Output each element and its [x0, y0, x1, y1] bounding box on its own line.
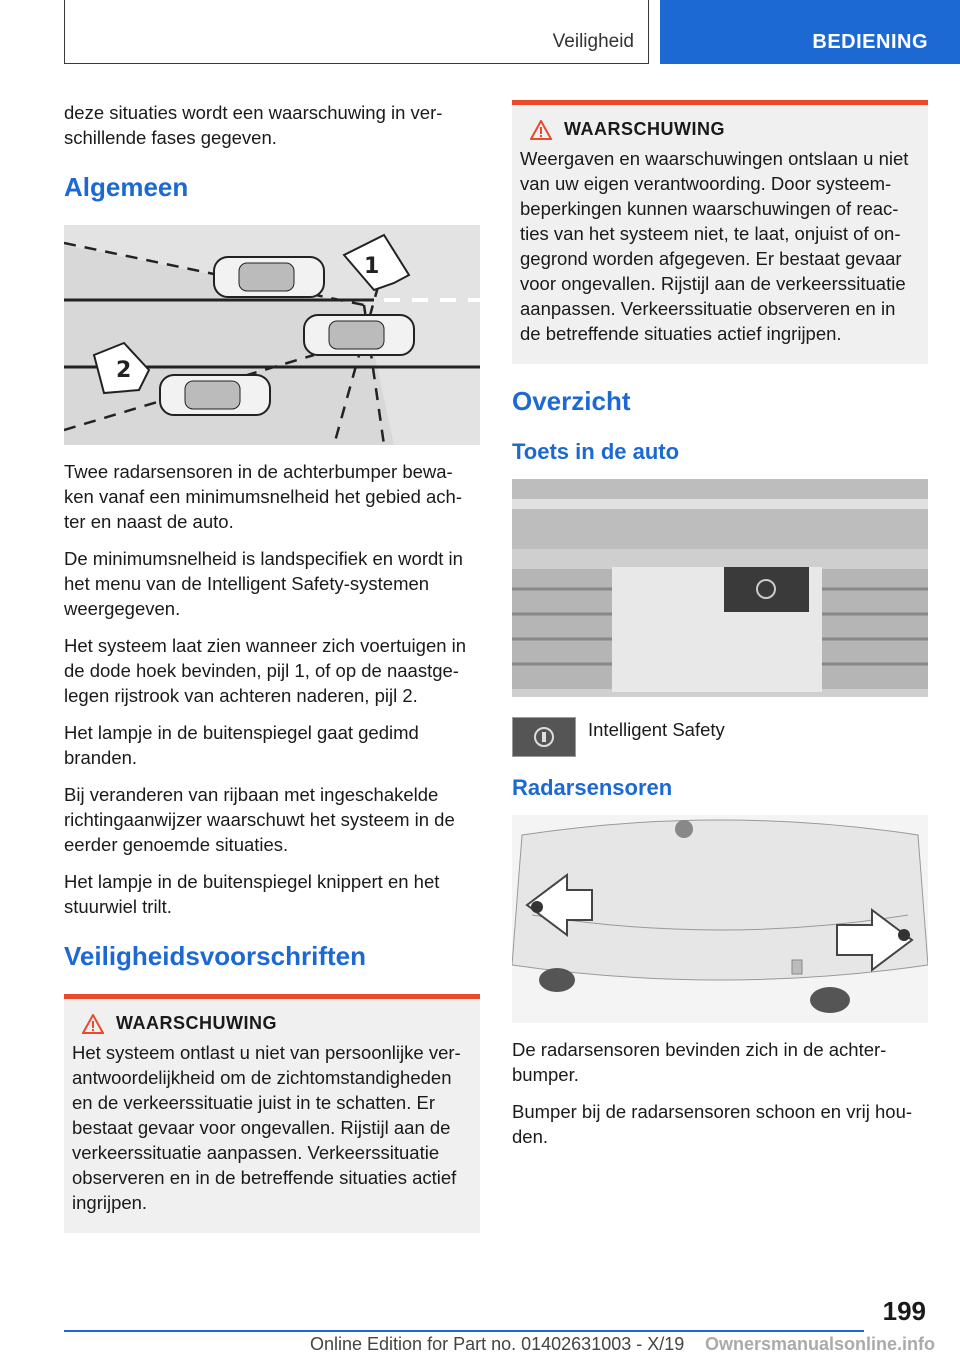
- paragraph-1: Twee radarsensoren in de achterbumper bewa-ken vanaf een minimumsnelheid het gebied ach-ter en naast de auto.: [64, 461, 462, 532]
- car-bottom: [160, 375, 270, 415]
- intelligent-safety-icon: [513, 718, 575, 756]
- road-illustration: [64, 225, 480, 445]
- heading-general: Algemeen: [64, 172, 189, 202]
- intro-text: deze situaties wordt een waarschuwing in ver-schillende fases gegeven.: [64, 102, 443, 148]
- arrow-2-label: 2: [116, 358, 132, 383]
- radar-paragraph-1: De radarsensoren bevinden zich in de achter-bumper.: [512, 1039, 887, 1085]
- footer-rule: [64, 1330, 864, 1332]
- heading-radar: Radarsensoren: [512, 775, 673, 800]
- button-label: Intelligent Safety: [588, 719, 725, 740]
- car-middle: [304, 315, 414, 355]
- warning-text: Het systeem ontlast u niet van persoonlijke ver-antwoordelijkheid om de zichtomstandigheden en de verkeerssituatie juist in te schatten. Er bestaat gevaar voor ongevallen. Rijstijl aan de verkeerssituatie aanpassen. Verkeerssituatie observeren en in de betreffende situaties actief ingrijpen.: [72, 1042, 461, 1213]
- dashboard-illustration: [512, 479, 928, 697]
- paragraph-6: Het lampje in de buitenspiegel knippert en het stuurwiel trilt.: [64, 871, 440, 917]
- intelligent-safety-button[interactable]: [512, 717, 576, 757]
- paragraph-2: De minimumsnelheid is landspecifiek en wordt in het menu van de Intelligent Safety-systemen weergegeven.: [64, 548, 463, 619]
- chapter-title: BEDIENING: [812, 31, 928, 53]
- section-title: Veiligheid: [552, 31, 634, 52]
- footer-brand: Ownersmanualsonline.info: [705, 1334, 936, 1354]
- left-column: [64, 100, 480, 1233]
- right-column: [512, 100, 928, 1161]
- paragraph-5: Bij veranderen van rijbaan met ingeschakelde richtingaanwijzer waarschuwt het systeem in de eerder genoemde situaties.: [64, 784, 455, 855]
- warning-icon: [530, 120, 552, 140]
- chapter-tab: [660, 0, 960, 64]
- page-number: 199: [882, 1296, 926, 1326]
- dashboard-photo: [512, 479, 928, 697]
- heading-overview: Overzicht: [512, 386, 631, 416]
- bumper-photo: [512, 815, 928, 1023]
- bumper-illustration: [512, 815, 928, 1023]
- warning-text: Weergaven en waarschuwingen ontslaan u niet van uw eigen verantwoording. Door systeem-beperkingen kunnen waarschuwingen of reac-ties van het systeem niet, te laat, onjuist of on-gegrond worden afgegeven. Er bestaat gevaar voor ongevallen. Rijstijl aan de verkeerssituatie aanpassen. Verkeerssituatie observeren en in de betreffende situaties actief ingrijpen.: [520, 148, 909, 344]
- arrow-1-label: 1: [364, 254, 380, 279]
- paragraph-3: Het systeem laat zien wanneer zich voertuigen in de dode hoek bevinden, pijl 1, of op de naastge-legen rijstrook van achteren naderen, pijl 2.: [64, 635, 467, 706]
- warning-icon: [82, 1014, 104, 1034]
- warning-title: WAARSCHUWING: [116, 1013, 277, 1033]
- radar-paragraph-2: Bumper bij de radarsensoren schoon en vrij hou-den.: [512, 1101, 913, 1147]
- header-section-box: [64, 0, 649, 64]
- footer-edition: Online Edition for Part no. 01402631003 - X/19: [310, 1334, 685, 1354]
- warning-box-left: [64, 994, 480, 1233]
- blind-spot-diagram: [64, 225, 480, 445]
- intelligent-safety-button-photo: [724, 567, 809, 612]
- heading-safety: Veiligheidsvoorschriften: [64, 941, 366, 971]
- paragraph-4: Het lampje in de buitenspiegel gaat gedimd branden.: [64, 722, 419, 768]
- heading-button: Toets in de auto: [512, 439, 680, 464]
- car-top: [214, 257, 324, 297]
- warning-title: WAARSCHUWING: [564, 119, 725, 139]
- warning-box-right: [512, 100, 928, 364]
